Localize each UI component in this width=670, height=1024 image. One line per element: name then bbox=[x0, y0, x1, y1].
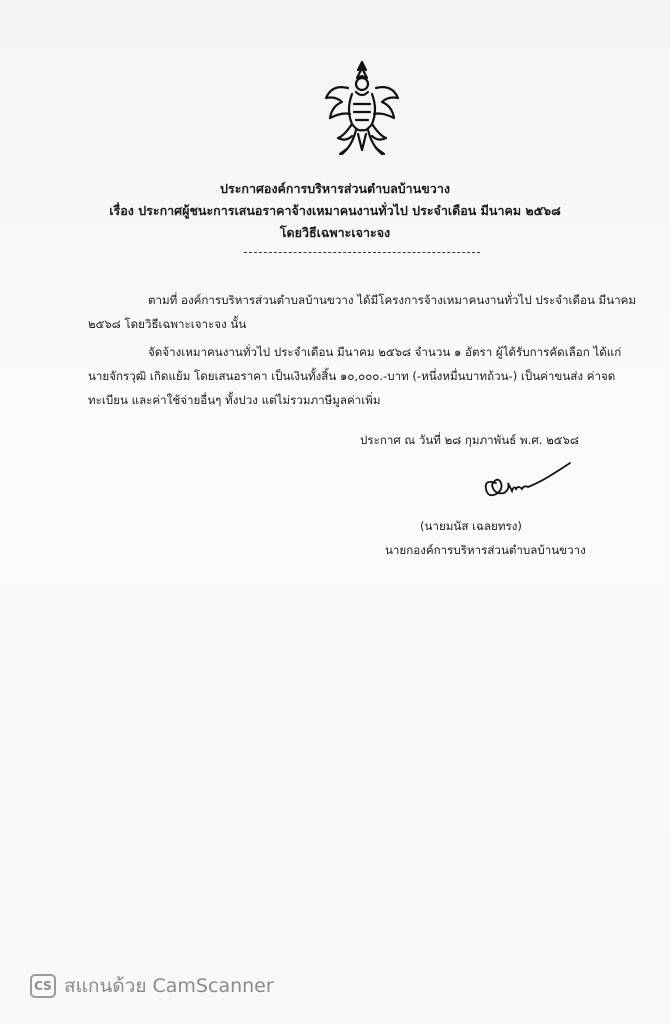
handwritten-signature bbox=[478, 455, 578, 505]
document-title: ประกาศองค์การบริหารส่วนตำบลบ้านขวาง bbox=[220, 181, 450, 196]
paragraph-1-line-2: ๒๕๖๘ โดยวิธีเฉพาะเจาะจง นั้น bbox=[88, 317, 247, 331]
signer-title: นายกองค์การบริหารส่วนตำบลบ้านขวาง bbox=[385, 543, 586, 557]
document-method: โดยวิธีเฉพาะเจาะจง bbox=[279, 225, 391, 240]
watermark-text: สแกนด้วย CamScanner bbox=[64, 975, 274, 997]
paragraph-2-line-1: จัดจ้างเหมาคนงานทั่วไป ประจำเดือน มีนาคม ๒๕๖๘ จำนวน ๑ อัตรา ผู้ได้รับการคัดเลือก ได้แก่ bbox=[148, 345, 622, 359]
paragraph-2-line-3: ทะเบียน และค่าใช้จ่ายอื่นๆ ทั้งปวง แต่ไม่รวมภาษีมูลค่าเพิ่ม bbox=[88, 393, 381, 407]
paragraph-2-line-2: นายจักรวุฒิ เกิดแย้ม โดยเสนอราคา เป็นเงินทั้งสิ้น ๑๐,๐๐๐.-บาท (-หนึ่งหมื่นบาทถ้วน-) เป็นค่าขนส่ง ค่าจด bbox=[88, 369, 616, 383]
camscanner-watermark bbox=[30, 972, 274, 1000]
document-subject: เรื่อง ประกาศผู้ชนะการเสนอราคาจ้างเหมาคนงานทั่วไป ประจำเดือน มีนาคม ๒๕๖๘ bbox=[109, 203, 561, 218]
camscanner-logo-icon: CS bbox=[30, 974, 56, 998]
garuda-emblem-icon bbox=[318, 58, 406, 158]
divider bbox=[244, 252, 480, 253]
announcement-date: ประกาศ ณ วันที่ ๒๘ กุมภาพันธ์ พ.ศ. ๒๕๖๘ bbox=[360, 433, 579, 447]
paragraph-1-line-1: ตามที่ องค์การบริหารส่วนตำบลบ้านขวาง ได้มีโครงการจ้างเหมาคนงานทั่วไป ประจำเดือน มีนาคม bbox=[148, 293, 637, 307]
signer-name: (นายมนัส เฉลยทรง) bbox=[420, 519, 522, 533]
